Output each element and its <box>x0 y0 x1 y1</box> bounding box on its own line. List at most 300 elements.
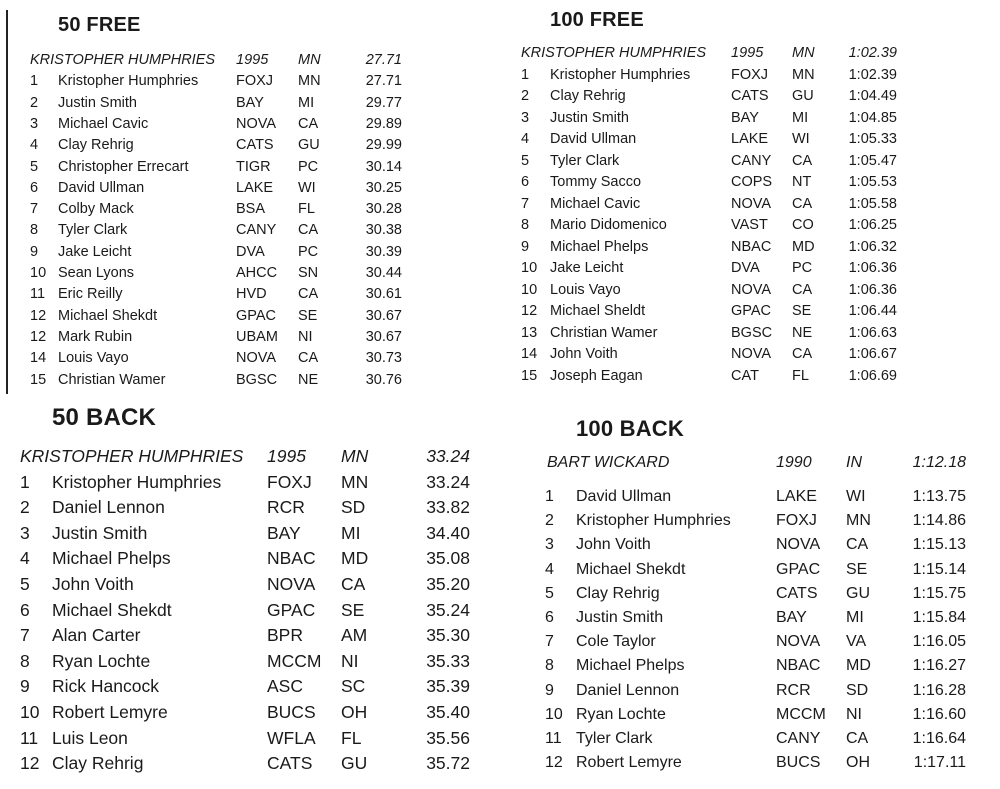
state: MI <box>846 609 864 626</box>
time: 1:16.60 <box>912 705 966 723</box>
result-row <box>505 174 1000 194</box>
club: NBAC <box>731 238 772 255</box>
place: 7 <box>521 195 530 212</box>
time: 34.40 <box>426 522 470 543</box>
result-row <box>8 265 410 285</box>
club: GPAC <box>731 303 772 319</box>
swimmer-name: Robert Lemyre <box>576 754 682 772</box>
state: MI <box>792 109 809 126</box>
time: 1:06.32 <box>848 238 897 255</box>
swimmer-name: Christian Wamer <box>58 371 166 388</box>
state: AM <box>341 625 368 646</box>
result-row <box>505 260 1000 280</box>
state: MD <box>341 548 369 569</box>
club: RCR <box>267 497 305 518</box>
club: WFLA <box>267 727 316 748</box>
club: BAY <box>236 94 264 111</box>
result-row <box>505 67 1000 87</box>
club: BAY <box>731 109 759 126</box>
swimmer-name: Sean Lyons <box>58 265 135 281</box>
swimmer-name: Kristopher Humphries <box>58 73 199 90</box>
time: 1:15.75 <box>912 584 966 602</box>
swimmer-name: Mario Didomenico <box>550 217 667 233</box>
time: 30.25 <box>365 179 402 196</box>
time: 33.82 <box>426 497 470 518</box>
state: SC <box>341 676 366 697</box>
swimmer-name: Louis Vayo <box>550 281 621 298</box>
club: BAY <box>776 609 807 626</box>
result-row <box>505 131 1000 151</box>
state: CA <box>846 730 869 747</box>
result-row <box>0 497 492 521</box>
state: OH <box>341 702 368 722</box>
result-row <box>0 728 492 752</box>
swimmer-name: Clay Rehrig <box>52 753 144 774</box>
state: CA <box>792 195 813 212</box>
place: 10 <box>20 702 40 722</box>
time: 29.77 <box>365 94 402 111</box>
swimmer-name: Clay Rehrig <box>576 584 660 602</box>
place: 9 <box>521 238 530 255</box>
club: BUCS <box>267 702 316 722</box>
state: CA <box>298 115 319 132</box>
place: 10 <box>545 705 563 723</box>
time: 1:06.25 <box>848 217 897 233</box>
time: 29.89 <box>365 115 402 132</box>
club: NOVA <box>236 350 277 367</box>
club: BGSC <box>731 324 773 341</box>
result-row <box>0 702 492 726</box>
club: DVA <box>731 260 760 276</box>
state: PC <box>792 260 813 276</box>
club: FOXJ <box>731 66 769 83</box>
event-50-back <box>0 396 492 789</box>
swimmer-name: Tyler Clark <box>576 730 653 747</box>
time: 33.24 <box>426 471 470 492</box>
result-row <box>0 548 492 572</box>
club: MCCM <box>776 705 826 723</box>
state: CO <box>792 217 814 233</box>
swimmer-name: Michael Cavic <box>58 115 149 132</box>
result-row <box>8 159 410 179</box>
swimmer-name: Robert Lemyre <box>52 702 168 722</box>
result-row <box>505 346 1000 366</box>
place: 2 <box>545 512 554 530</box>
club: BUCS <box>776 754 821 772</box>
swimmer-name: Kristopher Humphries <box>550 66 691 83</box>
swimmer-name: Michael Shekdt <box>576 560 686 578</box>
time: 35.08 <box>426 548 470 569</box>
state: WI <box>846 488 866 505</box>
time: 1:04.85 <box>848 109 897 126</box>
record-row <box>520 454 1000 476</box>
result-row <box>0 676 492 700</box>
state: SN <box>298 265 319 281</box>
state: FL <box>298 201 315 218</box>
swimmer-name: David Ullman <box>58 179 145 196</box>
state: CA <box>298 222 319 239</box>
result-row <box>8 308 410 328</box>
club: BGSC <box>236 371 278 388</box>
swimmer-name: Clay Rehrig <box>550 88 626 104</box>
club: DVA <box>236 243 265 260</box>
result-row <box>505 368 1000 388</box>
swimmer-name: Ryan Lochte <box>52 650 151 671</box>
club: CATS <box>236 137 274 154</box>
club: NOVA <box>731 346 772 362</box>
time: 29.99 <box>365 137 402 154</box>
swimmer-name: Christopher Errecart <box>58 158 189 175</box>
record-state: MN <box>341 446 369 466</box>
swimmer-name: John Voith <box>52 574 134 594</box>
result-row <box>8 286 410 306</box>
record-time: 1:12.18 <box>912 454 966 471</box>
swimmer-name: Justin Smith <box>58 94 137 111</box>
record-state: IN <box>846 454 862 471</box>
record-row <box>505 45 1000 65</box>
time: 27.71 <box>365 73 402 90</box>
place: 4 <box>30 137 39 154</box>
time: 1:15.14 <box>912 560 966 578</box>
club: BSA <box>236 201 266 218</box>
place: 2 <box>30 94 39 111</box>
result-row <box>520 633 1000 655</box>
time: 1:17.11 <box>913 754 966 772</box>
place: 9 <box>30 243 39 260</box>
state: CA <box>846 536 869 554</box>
club: NOVA <box>731 281 772 298</box>
state: NE <box>298 371 319 388</box>
result-row <box>8 95 410 115</box>
club: CAT <box>731 367 759 384</box>
place: 3 <box>20 522 30 543</box>
swimmer-name: Cole Taylor <box>576 633 656 651</box>
state: SE <box>792 303 812 319</box>
place: 2 <box>521 88 530 104</box>
club: NOVA <box>236 115 277 132</box>
result-row <box>505 325 1000 345</box>
swimmer-name: Jake Leicht <box>58 243 132 260</box>
record-holder-name: KRISTOPHER HUMPHRIES <box>30 52 216 68</box>
place: 7 <box>20 625 30 646</box>
time: 1:06.36 <box>848 281 897 298</box>
time: 30.67 <box>365 328 402 345</box>
state: OH <box>846 754 870 772</box>
place: 3 <box>521 109 530 126</box>
place: 4 <box>545 560 554 578</box>
result-row <box>505 88 1000 108</box>
club: FOXJ <box>236 73 274 90</box>
result-row <box>8 350 410 370</box>
place: 5 <box>545 584 554 602</box>
place: 8 <box>521 217 530 233</box>
swimmer-name: Luis Leon <box>52 727 128 748</box>
club: GPAC <box>236 307 277 324</box>
event-50-free <box>8 0 410 396</box>
place: 10 <box>521 260 538 276</box>
swimmer-name: Michael Shekdt <box>52 599 172 620</box>
place: 14 <box>30 350 47 367</box>
swimmer-name: Mark Rubin <box>58 328 133 345</box>
swimmer-name: Colby Mack <box>58 201 134 218</box>
state: GU <box>341 753 368 774</box>
result-row <box>8 116 410 136</box>
record-state: MN <box>792 45 815 61</box>
state: CA <box>298 286 319 303</box>
swimmer-name: Daniel Lennon <box>576 681 680 699</box>
place: 12 <box>30 328 47 345</box>
result-row <box>8 73 410 93</box>
record-holder-name: KRISTOPHER HUMPHRIES <box>20 446 244 466</box>
record-time: 27.71 <box>365 52 402 68</box>
swimmer-name: John Voith <box>550 346 618 362</box>
time: 30.44 <box>365 265 402 281</box>
swimmer-name: Joseph Eagan <box>550 367 643 384</box>
swimmer-name: Michael Shekdt <box>58 307 158 324</box>
result-row <box>520 585 1000 607</box>
time: 1:06.67 <box>848 346 897 362</box>
place: 1 <box>20 471 30 492</box>
time: 1:05.58 <box>848 195 897 212</box>
time: 1:16.64 <box>912 730 966 747</box>
result-row <box>520 512 1000 534</box>
time: 1:04.49 <box>848 88 897 104</box>
state: SD <box>846 681 869 699</box>
place: 11 <box>545 730 562 747</box>
club: ASC <box>267 676 303 697</box>
result-row <box>520 536 1000 558</box>
result-row <box>8 222 410 242</box>
state: PC <box>298 158 319 175</box>
time: 35.40 <box>426 702 470 722</box>
result-row <box>505 303 1000 323</box>
swimmer-name: David Ullman <box>550 131 637 147</box>
swimmer-name: Michael Phelps <box>576 657 685 675</box>
event-title: 100 FREE <box>550 9 644 31</box>
swimmer-name: Justin Smith <box>52 522 148 543</box>
result-row <box>520 657 1000 679</box>
state: CA <box>792 152 813 169</box>
record-state: MN <box>298 52 321 68</box>
place: 8 <box>30 222 39 239</box>
swimmer-name: Clay Rehrig <box>58 137 134 154</box>
place: 5 <box>20 574 30 594</box>
state: MN <box>298 73 321 90</box>
time: 1:16.28 <box>912 681 966 699</box>
state: FL <box>341 727 362 748</box>
state: CA <box>341 574 366 594</box>
swimmer-name: Jake Leicht <box>550 260 624 276</box>
state: GU <box>298 137 320 154</box>
place: 3 <box>30 115 39 132</box>
state: WI <box>792 131 810 147</box>
swimmer-name: Kristopher Humphries <box>576 512 731 530</box>
swimmer-name: Michael Phelps <box>52 548 171 569</box>
state: CA <box>298 350 319 367</box>
club: NOVA <box>776 633 821 651</box>
state: WI <box>298 179 316 196</box>
club: GPAC <box>267 599 316 620</box>
place: 6 <box>521 174 530 190</box>
swimmer-name: Tyler Clark <box>58 222 128 239</box>
place: 2 <box>20 497 30 518</box>
place: 11 <box>30 286 46 303</box>
time: 30.28 <box>365 201 402 218</box>
swimmer-name: Michael Cavic <box>550 195 641 212</box>
state: VA <box>846 633 867 651</box>
club: NBAC <box>776 657 821 675</box>
place: 12 <box>20 753 40 774</box>
state: PC <box>298 243 319 260</box>
result-row <box>505 217 1000 237</box>
result-row <box>520 682 1000 704</box>
club: HVD <box>236 286 267 303</box>
place: 9 <box>20 676 30 697</box>
swimmer-name: Rick Hancock <box>52 676 159 697</box>
club: NBAC <box>267 548 316 569</box>
place: 1 <box>545 488 554 505</box>
swimmer-name: Michael Phelps <box>550 238 649 255</box>
club: CANY <box>776 730 821 747</box>
club: COPS <box>731 174 773 190</box>
swimmer-name: Kristopher Humphries <box>52 471 222 492</box>
record-year: 1995 <box>236 52 269 68</box>
time: 35.39 <box>426 676 470 697</box>
place: 13 <box>521 324 538 341</box>
club: UBAM <box>236 328 278 345</box>
state: MI <box>298 94 315 111</box>
club: LAKE <box>236 179 274 196</box>
result-row <box>8 201 410 221</box>
result-row <box>520 488 1000 510</box>
place: 4 <box>20 548 30 569</box>
time: 35.72 <box>426 753 470 774</box>
time: 1:05.33 <box>848 131 897 147</box>
place: 5 <box>30 158 39 175</box>
state: GU <box>792 88 814 104</box>
result-row <box>520 561 1000 583</box>
result-row <box>520 754 1000 776</box>
result-row <box>0 625 492 649</box>
club: CANY <box>236 222 277 239</box>
time: 30.39 <box>365 243 402 260</box>
place: 11 <box>20 727 39 748</box>
club: AHCC <box>236 265 278 281</box>
place: 8 <box>545 657 554 675</box>
record-row <box>8 52 410 72</box>
result-row <box>520 609 1000 631</box>
state: MD <box>846 657 871 675</box>
swimmer-name: Daniel Lennon <box>52 497 165 518</box>
time: 1:16.05 <box>912 633 966 651</box>
state: MN <box>792 66 815 83</box>
time: 30.73 <box>365 350 402 367</box>
swimmer-name: Alan Carter <box>52 625 141 646</box>
record-year: 1990 <box>776 454 812 471</box>
result-row <box>8 137 410 157</box>
swimmer-name: Justin Smith <box>576 609 664 626</box>
place: 12 <box>545 754 563 772</box>
club: LAKE <box>776 488 817 505</box>
result-row <box>505 196 1000 216</box>
event-100-back <box>520 396 1000 789</box>
record-time: 33.24 <box>426 446 470 466</box>
state: MI <box>341 522 361 543</box>
swimmer-name: David Ullman <box>576 488 672 505</box>
swimmer-name: John Voith <box>576 536 651 554</box>
record-holder-name: BART WICKARD <box>547 454 670 471</box>
club: NOVA <box>267 574 316 594</box>
time: 30.76 <box>365 371 402 388</box>
time: 1:06.63 <box>848 324 897 341</box>
place: 10 <box>30 265 47 281</box>
state: MN <box>341 471 369 492</box>
place: 7 <box>30 201 39 218</box>
club: GPAC <box>776 560 821 578</box>
place: 15 <box>521 367 538 384</box>
swimmer-name: Tommy Sacco <box>550 174 642 190</box>
place: 15 <box>30 371 47 388</box>
place: 4 <box>521 131 530 147</box>
state: SE <box>846 560 868 578</box>
time: 35.33 <box>426 650 470 671</box>
state: MD <box>792 238 815 255</box>
club: MCCM <box>267 650 322 671</box>
state: CA <box>792 346 813 362</box>
time: 30.67 <box>365 307 402 324</box>
state: NI <box>298 328 313 345</box>
time: 1:15.84 <box>912 609 966 626</box>
state: SE <box>341 599 365 620</box>
place: 3 <box>545 536 554 554</box>
state: SD <box>341 497 366 518</box>
club: TIGR <box>236 158 271 175</box>
record-year: 1995 <box>267 446 306 466</box>
result-row <box>0 523 492 547</box>
club: RCR <box>776 681 811 699</box>
place: 10 <box>521 281 538 298</box>
club: VAST <box>731 217 768 233</box>
place: 6 <box>30 179 39 196</box>
place: 1 <box>30 73 39 90</box>
result-row <box>520 730 1000 752</box>
club: NOVA <box>776 536 821 554</box>
place: 12 <box>30 307 47 324</box>
result-row <box>0 600 492 624</box>
record-year: 1995 <box>731 45 764 61</box>
record-holder-name: KRISTOPHER HUMPHRIES <box>521 45 707 61</box>
time: 35.20 <box>426 574 470 594</box>
club: CATS <box>731 88 769 104</box>
time: 1:06.36 <box>848 260 897 276</box>
state: NI <box>341 650 359 671</box>
result-row <box>520 706 1000 728</box>
result-row <box>505 282 1000 302</box>
time: 35.24 <box>426 599 470 620</box>
state: MN <box>846 512 871 530</box>
result-row <box>8 244 410 264</box>
club: CATS <box>267 753 313 774</box>
place: 9 <box>545 681 554 699</box>
time: 35.30 <box>426 625 470 646</box>
time: 1:05.53 <box>848 174 897 190</box>
result-row <box>505 110 1000 130</box>
result-row <box>8 180 410 200</box>
time: 1:06.69 <box>848 367 897 384</box>
state: GU <box>846 584 870 602</box>
state: NI <box>846 705 862 723</box>
club: LAKE <box>731 131 769 147</box>
